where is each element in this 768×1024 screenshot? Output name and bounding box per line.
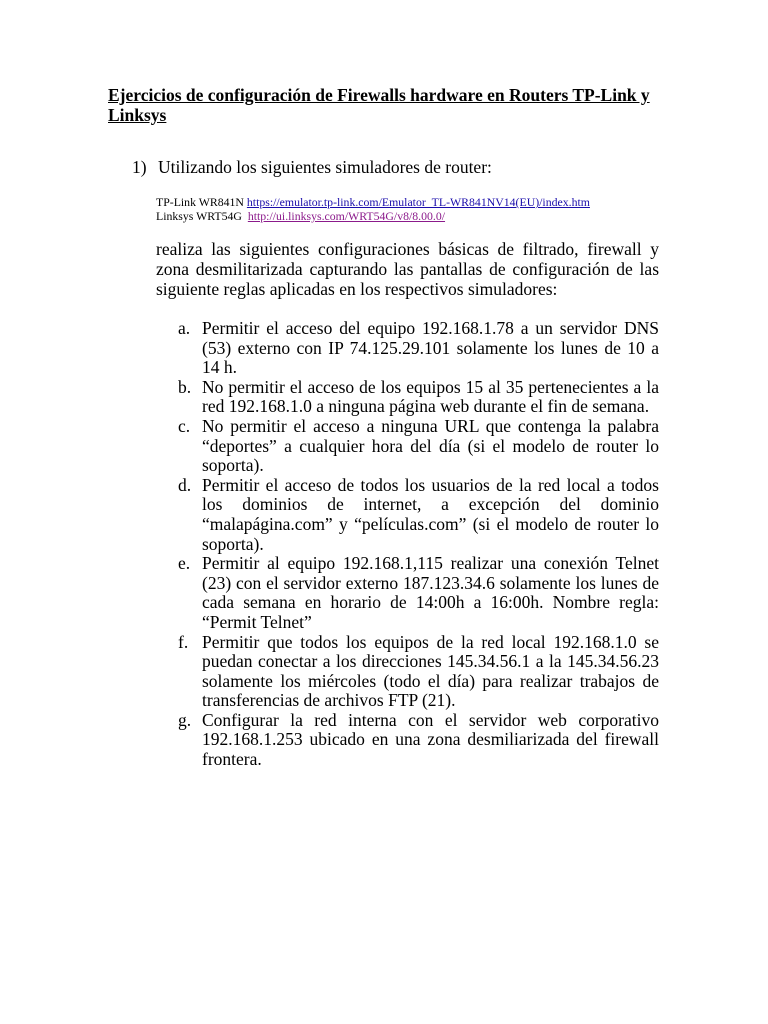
item-text: Permitir que todos los equipos de la red local 192.168.1.0 se puedan conectar a los direcciones 145.34.56.1 a la 145.34.56.23 solamente los miércoles (todo el día) para realizar trabajos de transferencias de archivos FTP (21).	[202, 631, 659, 711]
item-marker: a.	[178, 318, 191, 338]
item-text: No permitir el acceso a ninguna URL que contenga la palabra “deportes” a cualquier hora del día (si el modelo de router lo soporta).	[202, 415, 659, 476]
simulator-label: TP-Link WR841N	[156, 195, 244, 209]
item-marker: e.	[178, 553, 191, 574]
item-text: Configurar la red interna con el servidor web corporativo 192.168.1.253 ubicado en una zona desmiliarizada del firewall frontera.	[202, 709, 659, 770]
question-heading	[132, 157, 632, 177]
simulator-row-tplink	[156, 195, 676, 209]
list-item	[178, 476, 659, 554]
question-number: 1)	[132, 157, 147, 177]
item-text: Permitir el acceso de todos los usuarios de la red local a todos los dominios de internet, a excepción del dominio “malapágina.com” y “películas.com” (si el modelo de router lo soporta).	[202, 474, 659, 554]
document-title: Ejercicios de configuración de Firewalls hardware en Routers TP-Link y Linksys	[108, 85, 650, 125]
item-marker: b.	[178, 376, 192, 397]
list-item	[178, 633, 659, 711]
list-item	[178, 319, 659, 378]
item-marker: d.	[178, 474, 192, 495]
simulator-row-linksys	[156, 209, 676, 223]
item-text: Permitir el acceso del equipo 192.168.1.78 a un servidor DNS (53) externo con IP 74.125.29.101 solamente los lunes de 10 a 14 h.	[202, 318, 659, 378]
item-marker: c.	[178, 415, 191, 436]
item-marker: f.	[178, 631, 189, 652]
list-item	[178, 417, 659, 476]
item-text: Permitir al equipo 192.168.1,115 realizar una conexión Telnet (23) con el servidor externo 187.123.34.6 solamente los lunes de cada semana en horario de 14:00h a 16:00h. Nombre regla: “Permit Telnet”	[202, 553, 659, 632]
simulator-label: Linksys WRT54G	[156, 209, 242, 223]
simulator-list	[156, 195, 676, 223]
list-item	[178, 554, 659, 632]
question-text: Utilizando los siguientes simuladores de router:	[158, 157, 492, 177]
list-item	[178, 711, 659, 770]
exercise-list	[178, 319, 659, 770]
item-text: No permitir el acceso de los equipos 15 al 35 pertenecientes a la red 192.168.1.0 a ninguna página web durante el fin de semana.	[202, 376, 659, 417]
simulator-link-linksys[interactable]: http://ui.linksys.com/WRT54G/v8/8.00.0/	[247, 209, 446, 223]
item-marker: g.	[178, 709, 192, 730]
intro-paragraph: realiza las siguientes configuraciones básicas de filtrado, firewall y zona desmilitarizada capturando las pantallas de configuración de las siguiente reglas aplicadas en los respectivos simuladores:	[156, 239, 659, 299]
simulator-link-tplink[interactable]: https://emulator.tp-link.com/Emulator_TL-WR841NV14(EU)/index.htm	[246, 195, 590, 209]
list-item	[178, 378, 659, 417]
